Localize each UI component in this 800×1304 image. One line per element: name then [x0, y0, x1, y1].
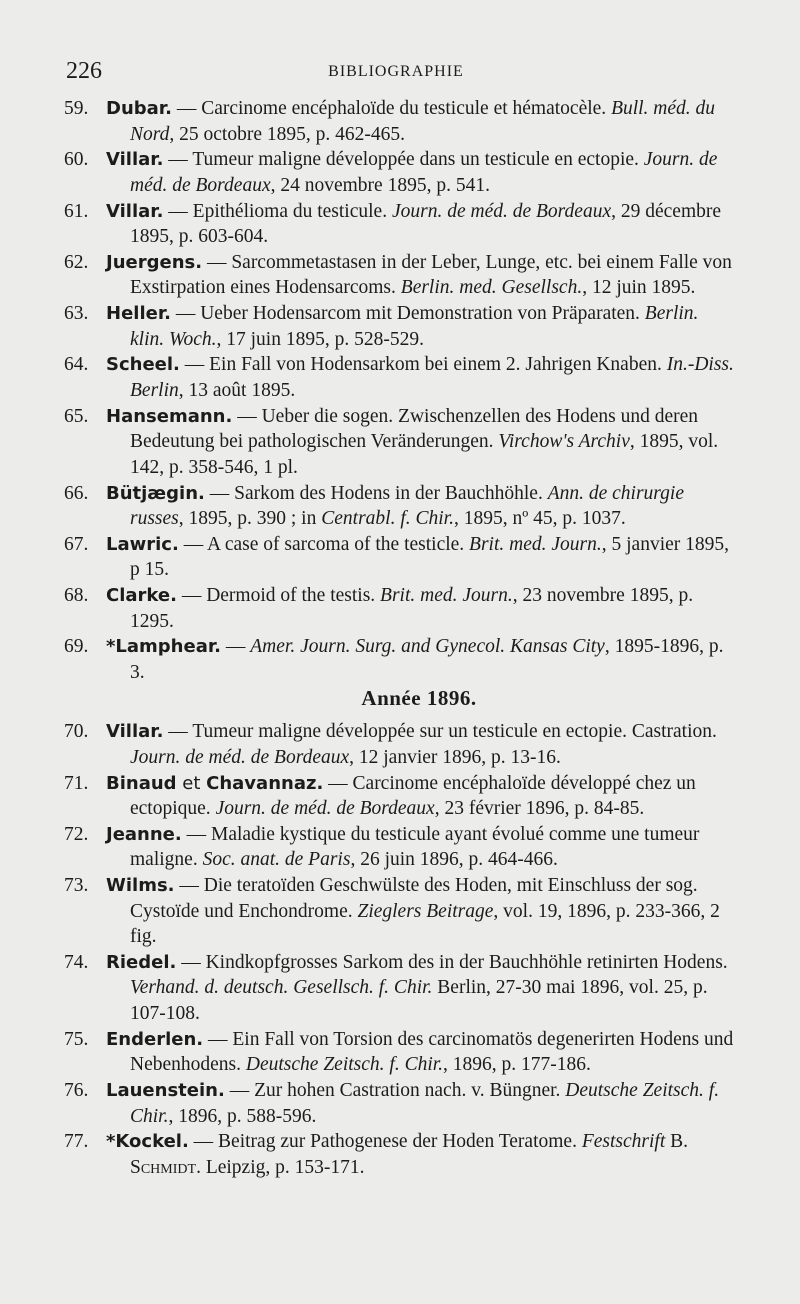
entry-journal: Journ. de méd. de Bordeaux	[215, 798, 435, 820]
entry-number: 66.	[64, 482, 89, 504]
entry-author: Hansemann.	[106, 405, 233, 427]
entry-author: Enderlen.	[106, 1028, 204, 1050]
entry-journal: Festschrift	[581, 1131, 666, 1153]
entry-title: — A case of sarcoma of the testicle.	[178, 533, 470, 555]
running-title: BIBLIOGRAPHIE	[328, 63, 464, 80]
entry-detail: , 1895, p. 390 ; in	[178, 508, 322, 530]
entry-journal: In.-Diss. Berlin	[130, 354, 734, 401]
entry-author: Lawric.	[106, 533, 179, 555]
bibliography-entry	[64, 583, 734, 634]
entry-journal: Journ. de méd. de Bordeaux	[391, 200, 612, 222]
bibliography-entry	[64, 873, 734, 950]
bibliography-entry	[64, 250, 734, 301]
entry-journal: Ann. de chirurgie russes	[130, 482, 684, 530]
entry-detail: , 1896, p. 177-186.	[443, 1054, 591, 1076]
entry-journal: Journ. de méd. de Bordeaux	[130, 149, 718, 196]
entry-detail: , 24 novembre 1895, p. 541.	[270, 174, 490, 196]
entry-journal: Brit. med. Journ.	[380, 585, 513, 607]
entry-title: — Dermoid of the testis.	[176, 585, 381, 607]
entry-detail: , 13 août 1895.	[178, 379, 296, 401]
entry-detail: , 25 octobre 1895, p. 462-465.	[169, 123, 405, 145]
entry-author: Clarke.	[106, 585, 177, 607]
entry-title: — Carcinome encéphaloïde du testicule et hématocèle.	[171, 98, 612, 119]
entry-journal: Deutsche Zeitsch. f. Chir.	[245, 1054, 444, 1076]
entry-title: — Sarcommetastasen in der Leber, Lunge, etc. bei einem Falle von Exstirpation eines Hodensarcoms.	[130, 251, 732, 299]
bibliography-entry	[64, 1027, 734, 1078]
entry-journal: Amer. Journ. Surg. and Gynecol. Kansas City	[250, 636, 605, 658]
entry-detail: B.	[665, 1131, 689, 1153]
entry-author: Heller.	[106, 303, 171, 325]
entry-detail: , 1896, p. 588-596.	[168, 1105, 317, 1127]
entry-title: —	[221, 636, 251, 658]
entry-author: Dubar.	[106, 98, 172, 119]
entry-number: 75.	[64, 1028, 89, 1050]
entry-number: 68.	[64, 585, 89, 607]
entry-detail: , 23 février 1896, p. 84-85.	[434, 798, 645, 820]
bibliography-entry	[64, 147, 734, 198]
entry-journal: Berlin. med. Gesellsch.	[400, 277, 583, 299]
entry-title: — Beitrag zur Pathogenese der Hoden Teratome.	[188, 1131, 582, 1153]
bibliography-entry	[64, 1078, 734, 1129]
page-header	[66, 58, 726, 86]
entry-title: — Zur hohen Castration nach. v. Büngner.	[224, 1080, 566, 1102]
bibliography-entry	[64, 481, 734, 532]
entry-number: 64.	[64, 354, 89, 376]
entry-journal: Zieglers Beitrage	[357, 900, 494, 922]
entry-journal: Soc. anat. de Paris	[202, 849, 351, 871]
entry-author: Bütjægin.	[106, 482, 205, 504]
entry-detail: , 12 janvier 1896, p. 13-16.	[349, 746, 561, 768]
entry-number: 65.	[64, 405, 89, 427]
entry-author: Villar.	[106, 721, 164, 743]
entry-number: 59.	[64, 98, 89, 119]
entry-detail: , 5 janvier 1895, p 15.	[130, 533, 730, 581]
bibliography-entry	[64, 404, 734, 481]
entry-journal: Berlin. klin. Woch.	[130, 303, 699, 350]
bibliography-entry	[64, 199, 734, 250]
entry-number: 70.	[64, 721, 89, 743]
entry-author: Juergens.	[106, 251, 203, 273]
bibliography-entry	[64, 96, 734, 147]
entry-detail: Berlin, 27-30 mai 1896, vol. 25, p. 107-108.	[130, 977, 708, 1024]
entry-journal: Brit. med. Journ.	[469, 533, 602, 555]
bibliography-list	[64, 96, 734, 1181]
entry-number: 77.	[64, 1131, 89, 1153]
entry-detail: , 1895-1896, p. 3.	[130, 636, 724, 683]
entry-detail: , 26 juin 1896, p. 464-466.	[350, 849, 558, 871]
entry-detail: . Leipzig, p. 153-171.	[196, 1156, 365, 1178]
entry-detail: , 17 juin 1895, p. 528-529.	[216, 328, 424, 350]
entry-author-conjunction: et	[176, 772, 207, 794]
entry-detail: , 23 novembre 1895, p. 1295.	[130, 585, 694, 632]
entry-author: Binaud	[106, 772, 177, 794]
entry-journal: Virchow's Archiv	[498, 431, 630, 453]
entry-title: — Maladie kystique du testicule ayant évolué comme une tumeur maligne.	[130, 823, 700, 871]
entry-detail: , 1895, vol. 142, p. 358-546, 1 pl.	[130, 431, 719, 478]
entry-journal: Verhand. d. deutsch. Gesellsch. f. Chir.	[130, 977, 433, 999]
bibliography-entry	[64, 301, 734, 352]
entry-title: — Ueber Hodensarcom mit Demonstration von Präparaten.	[170, 303, 645, 325]
entry-author: Chavannaz.	[206, 772, 324, 794]
entry-number: 67.	[64, 533, 89, 555]
entry-number: 72.	[64, 823, 89, 845]
page-number: 226	[66, 58, 102, 84]
entry-number: 73.	[64, 875, 89, 897]
entry-number: 63.	[64, 303, 89, 325]
entry-author: *Lamphear.	[106, 636, 221, 658]
entry-detail: , 1895, nº 45, p. 1037.	[453, 508, 626, 530]
bibliography-entry	[64, 532, 734, 583]
entry-author: Villar.	[106, 149, 164, 171]
entry-journal: Journ. de méd. de Bordeaux	[130, 746, 350, 768]
entry-journal: Bull. méd. du Nord	[130, 98, 716, 145]
entry-author: Scheel.	[106, 354, 180, 376]
entry-journal: Deutsche Zeitsch. f. Chir.	[130, 1080, 720, 1127]
entry-detail: , 29 décembre 1895, p. 603-604.	[130, 200, 722, 248]
entry-title: — Tumeur maligne développée sur un testicule en ectopie. Castration.	[163, 721, 717, 743]
entry-title: — Ein Fall von Hodensarkom bei einem 2. Jahrigen Knaben.	[179, 354, 667, 376]
entry-number: 76.	[64, 1080, 89, 1102]
entry-title: — Epithélioma du testicule.	[163, 200, 392, 222]
entry-title: — Ueber die sogen. Zwischenzellen des Hodens und deren Bedeutung bei pathologischen Veränderungen.	[130, 405, 699, 453]
bibliography-entry	[64, 634, 734, 685]
entry-title: — Die teratoïden Geschwülste des Hoden, mit Einschluss der sog. Cystoïde und Enchondrome.	[130, 875, 698, 922]
entry-author: Riedel.	[106, 951, 177, 973]
entry-number: 71.	[64, 772, 89, 794]
bibliography-entry	[64, 1129, 734, 1180]
bibliography-entry	[64, 352, 734, 403]
bibliography-entry	[64, 719, 734, 770]
entry-title: — Kindkopfgrosses Sarkom des in der Bauchhöhle retinirten Hodens.	[176, 951, 728, 973]
entry-number: 61.	[64, 200, 89, 222]
entry-title: — Tumeur maligne développée dans un testicule en ectopie.	[163, 149, 644, 171]
bibliography-entry	[64, 771, 734, 822]
entry-author: Wilms.	[106, 875, 175, 897]
entry-author: Villar.	[106, 200, 164, 222]
entry-detail: , 12 juin 1895.	[582, 277, 696, 299]
entry-number: 69.	[64, 636, 89, 658]
entry-number: 62.	[64, 251, 89, 273]
entry-title: — Carcinome encéphaloïde développé chez un ectopique.	[130, 772, 696, 820]
entry-journal: Centrabl. f. Chir.	[321, 508, 454, 530]
year-heading: Année 1896.	[361, 685, 477, 710]
entry-author: *Kockel.	[106, 1131, 189, 1153]
entry-title: — Sarkom des Hodens in der Bauchhöhle.	[204, 482, 548, 504]
entry-author: Lauenstein.	[106, 1080, 225, 1102]
bibliography-entry	[64, 950, 734, 1027]
entry-title: — Ein Fall von Torsion des carcinomatös degenerirten Hodens und Nebenhodens.	[130, 1028, 734, 1076]
bibliography-entry	[64, 822, 734, 873]
entry-number: 74.	[64, 951, 89, 973]
entry-author: Jeanne.	[106, 823, 182, 845]
entry-number: 60.	[64, 149, 89, 171]
entry-detail: , vol. 19, 1896, p. 233-366, 2 fig.	[130, 900, 720, 948]
entry-editor-name: Schmidt	[130, 1156, 197, 1178]
